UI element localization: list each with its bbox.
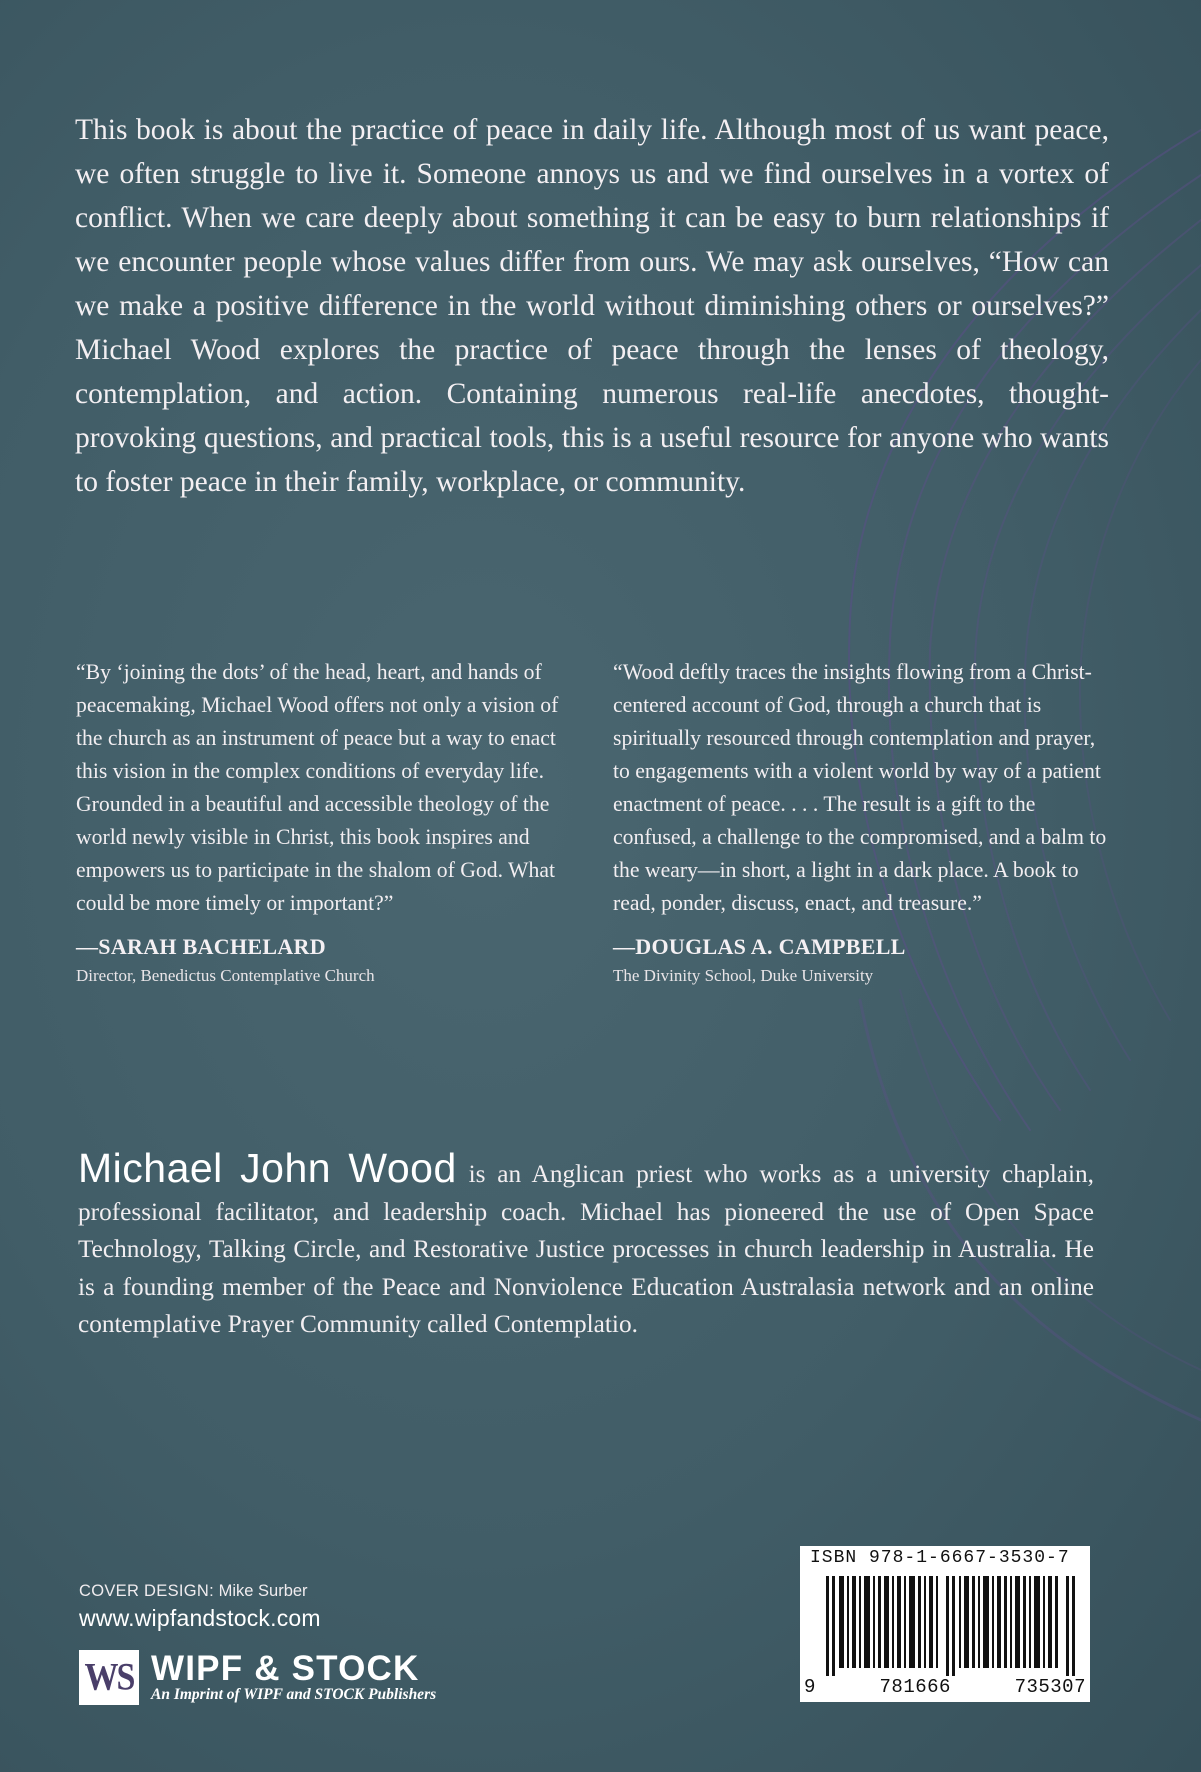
ws-logo-icon bbox=[79, 1650, 139, 1705]
book-description: This book is about the practice of peace in daily life. Although most of us want peace, we often struggle to live it. Someone annoys us and we find ourselves in a vortex of conflict. When we care deeply about something it can be easy to burn relationships if we encounter people whose values differ from ours. We may ask ourselves, “How can we make a positive difference in the world without diminishing others or ourselves?” Michael Wood explores the practice of peace through the lenses of theology, contemplation, and action. Containing numerous real-life anecdotes, thought-provoking questions, and practical tools, this is a useful resource for anyone who wants to foster peace in their family, workplace, or community. bbox=[75, 114, 1109, 498]
author-name: Michael John Wood bbox=[78, 1145, 457, 1191]
isbn-barcode-box bbox=[800, 1546, 1090, 1702]
endorser-name: —SARAH BACHELARD bbox=[76, 934, 326, 959]
cover-designer: Mike Surber bbox=[218, 1582, 308, 1600]
isbn-label: ISBN 978-1-6667-3530-7 bbox=[810, 1548, 1070, 1568]
author-bio-text: is an Anglican priest who works as a university chaplain, professional facilitator, and leadership coach. Michael has pioneered the use of Open Space Technology, Talking Circle, and Restorative Justice processes in church leadership in Australia. He is a founding member of the Peace and Nonviolence Education Australasia network and an online contemplative Prayer Community called Contemplatio. bbox=[78, 1160, 1094, 1338]
logo-mark-text: WS bbox=[84, 1655, 134, 1699]
endorsement-quote: “Wood deftly traces the insights flowing from a Christ-centered account of God, through a church that is spiritually resourced through contemplation and prayer, to engagements with a violent world by way of a patient enactment of peace. . . . The result is a gift to the confused, a challenge to the compromised, and a balm to the weary—in short, a light in a dark place. A book to read, ponder, discuss, enact, and treasure.” bbox=[613, 660, 1107, 915]
credits bbox=[79, 1582, 321, 1632]
publisher-subtitle: An Imprint of WIPF and STOCK Publishers bbox=[151, 1686, 437, 1703]
cover-design-label: COVER DESIGN: bbox=[79, 1582, 215, 1600]
author-bio bbox=[78, 1145, 1094, 1344]
endorser-affiliation: The Divinity School, Duke University bbox=[613, 966, 874, 985]
publisher-website: www.wipfandstock.com bbox=[79, 1605, 321, 1631]
endorsement-quote: “By ‘joining the dots’ of the head, heart, and hands of peacemaking, Michael Wood offers not only a vision of the church as an instrument of peace but a way to enact this vision in the complex conditions of everyday life. Grounded in a beautiful and accessible theology of the world newly visible in Christ, this book inspires and empowers us to participate in the shalom of God. What could be more timely or important?” bbox=[76, 660, 559, 915]
endorsement-1 bbox=[76, 656, 566, 986]
barcode-digits bbox=[804, 1676, 1086, 1698]
publisher-logo bbox=[79, 1650, 499, 1706]
publisher-name: WIPF & STOCK bbox=[151, 1649, 420, 1688]
barcode-digit-group: 9 bbox=[804, 1676, 816, 1698]
barcode-digit-group: 781666 bbox=[879, 1676, 951, 1698]
cover-design-credit bbox=[79, 1582, 321, 1601]
endorser-name: —DOUGLAS A. CAMPBELL bbox=[613, 934, 906, 959]
barcode-digit-group: 735307 bbox=[1014, 1676, 1086, 1698]
endorsement-2 bbox=[613, 656, 1113, 986]
barcode-icon bbox=[826, 1576, 1076, 1676]
endorser-affiliation: Director, Benedictus Contemplative Church bbox=[76, 966, 375, 985]
